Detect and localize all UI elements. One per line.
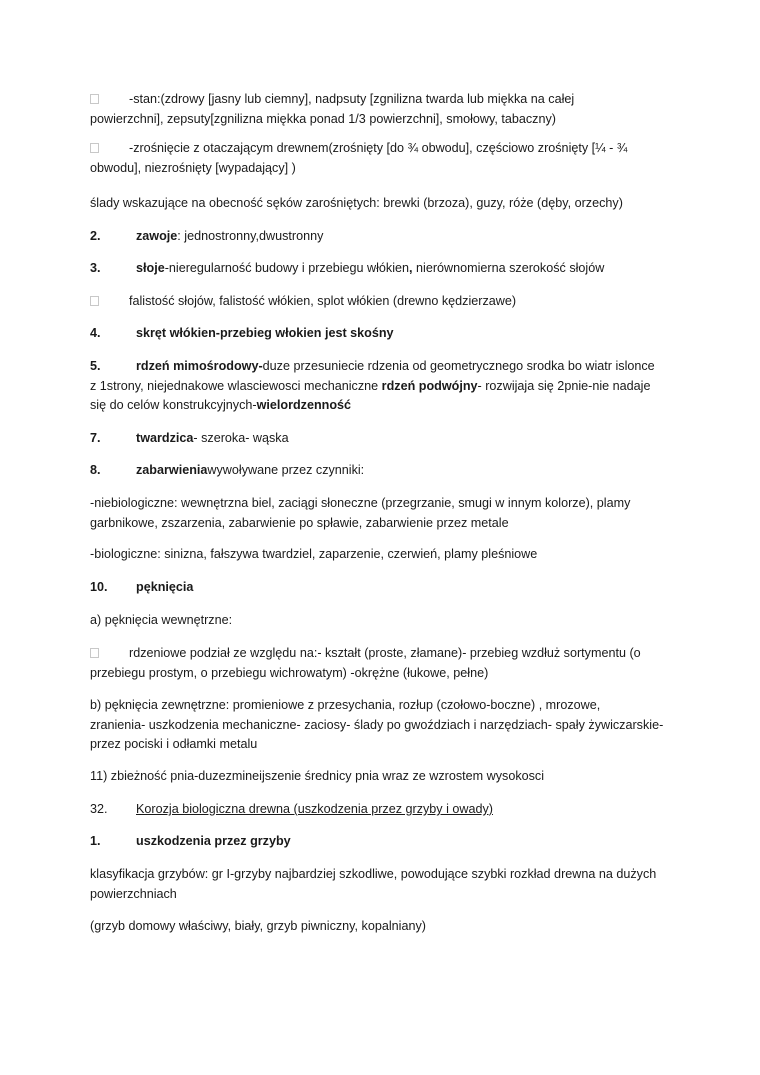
paragraph-pekniecia-a: a) pęknięcia wewnętrzne: [90, 613, 233, 627]
item-twardzica: 7. twardzica- szeroka- wąska [90, 431, 289, 445]
paragraph-klasyfikacja: klasyfikacja grzybów: gr I-grzyby najbardziej szkodliwe, powodujące szybki rozkład drewna na dużych powierzchniach [90, 867, 657, 901]
bullet-icon [90, 143, 99, 153]
paragraph-rdzeniowe: rdzeniowe podział ze względu na:- kształt (proste, złamane)- przebieg wzdłuż sortymentu (o przebiegu prostym, o przebiegu wichrowatym) -okrężne (łukowe, pełne) [90, 646, 641, 680]
bullet-icon [90, 296, 99, 306]
paragraph-falistosc: falistość słojów, falistość włókien, splot włókien (drewno kędzierzawe) [90, 292, 680, 312]
paragraph-biologiczne: -biologiczne: sinizna, fałszywa twardziel, zaparzenie, czerwień, plamy pleśniowe [90, 547, 538, 561]
paragraph-zrosniecie: -zrośnięcie z otaczającym drewnem(zrośnięty [do ¾ obwodu], częściowo zrośnięty [¼ - ¾ obwodu], niezrośnięty [wypadający] ) [90, 141, 628, 175]
section-heading-korozja: 32. Korozja biologiczna drewna (uszkodzenia przez grzyby i owady) [90, 802, 493, 816]
paragraph-niebiologiczne: -niebiologiczne: wewnętrzna biel, zaciągi słoneczne (przegrzanie, smugi w innym kolorze), plamy garbnikowe, zszarzenia, zabarwienie po spławie, zabarwienie przez metale [90, 496, 631, 530]
paragraph-pekniecia-b: b) pęknięcia zewnętrzne: promieniowe z przesychania, rozłup (czołowo-boczne) , mrozowe, zranienia- uszkodzenia mechaniczne- zaciosy- ślady po gwoździach i narzędziach- spały żywiczarskie- przez pociski i odłamki metalu [90, 698, 664, 751]
bullet-icon [90, 94, 99, 104]
item-zabarwienia: 8. zabarwieniawywoływane przez czynniki: [90, 463, 365, 477]
paragraph-grzyb: (grzyb domowy właściwy, biały, grzyb piwniczny, kopalniany) [90, 919, 426, 933]
paragraph-stan: -stan:(zdrowy [jasny lub ciemny], nadpsuty [zgnilizna twarda lub miękka na całej powierzchni], zepsuty[zgnilizna miękka ponad 1/3 powierzchni], smołowy, tabaczny) [90, 92, 575, 126]
item-uszkodzenia: 1. uszkodzenia przez grzyby [90, 834, 291, 848]
item-pekniecia: 10. pęknięcia [90, 580, 194, 594]
paragraph-zbieznosc: 11) zbieżność pnia-duzezmineijszenie średnicy pnia wraz ze wzrostem wysokosci [90, 769, 545, 783]
bullet-icon [90, 648, 99, 658]
paragraph-slady: ślady wskazujące na obecność sęków zarośniętych: brewki (brzoza), guzy, róże (dęby, orzechy) [90, 196, 623, 210]
item-zawoje: 2. zawoje: jednostronny,dwustronny [90, 229, 324, 243]
item-sloje: 3. słoje-nieregularność budowy i przebiegu włókien, nierównomierna szerokość słojów [90, 261, 605, 275]
item-skret: 4. skręt włókien-przebieg włokien jest skośny [90, 326, 394, 340]
item-rdzen: 5. rdzeń mimośrodowy-duze przesuniecie rdzenia od geometrycznego srodka bo wiatr islonce z 1strony, niejednakowe wlasciewosci mechaniczne rdzeń podwójny- rozwijaja się 2pnie-nie nadaje się do celów konstrukcyjnych-wielordzenność [90, 359, 655, 412]
